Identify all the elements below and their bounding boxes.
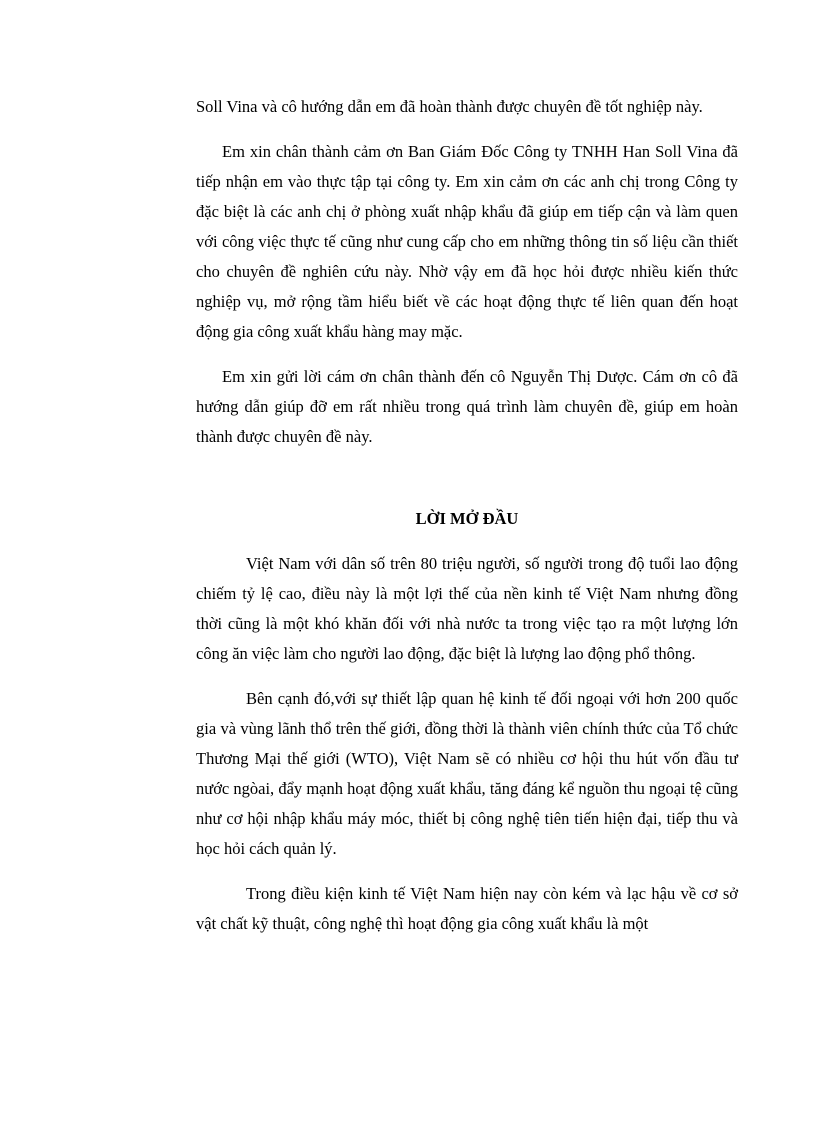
introduction-paragraph-3: Trong điều kiện kinh tế Việt Nam hiện nay còn kém và lạc hậu về cơ sở vật chất kỹ thuật, công nghệ thì hoạt động gia công xuất khẩu là một: [196, 884, 738, 933]
document-page: [196, 92, 738, 939]
acknowledgement-paragraph-2: Em xin chân thành cảm ơn Ban Giám Đốc Công ty TNHH Han Soll Vina đã tiếp nhận em vào thực tập tại công ty. Em xin cảm ơn các anh chị trong Công ty đặc biệt là các anh chị ở phòng xuất nhập khẩu đã giúp em tiếp cận và làm quen với công việc thực tế cũng như cung cấp cho em những thông tin số liệu cần thiết cho chuyên đề nghiên cứu này. Nhờ vậy em đã học hỏi được nhiều kiến thức nghiệp vụ, mở rộng tầm hiểu biết về các hoạt động thực tế liên quan đến hoạt động gia công xuất khẩu hàng may mặc.: [196, 142, 738, 341]
acknowledgement-paragraph-3: Em xin gửi lời cám ơn chân thành đến cô Nguyễn Thị Dược. Cám ơn cô đã hướng dẫn giúp đỡ em rất nhiều trong quá trình làm chuyên đề, giúp em hoàn thành được chuyên đề này.: [196, 367, 738, 446]
acknowledgement-paragraph-1: Soll Vina và cô hướng dẫn em đã hoàn thành được chuyên đề tốt nghiệp này.: [196, 97, 703, 116]
introduction-paragraph-2: Bên cạnh đó,với sự thiết lập quan hệ kinh tế đối ngoại với hơn 200 quốc gia và vùng lãnh thổ trên thế giới, đồng thời là thành viên chính thức của Tổ chức Thương Mại thế giới (WTO), Việt Nam sẽ có nhiều cơ hội thu hút vốn đầu tư nước ngòai, đẩy mạnh hoạt động xuất khẩu, tăng đáng kể nguồn thu ngoại tệ cũng như cơ hội nhập khẩu máy móc, thiết bị công nghệ tiên tiến hiện đại, tiếp thu và học hỏi cách quản lý.: [196, 689, 738, 858]
section-title: LỜI MỞ ĐẦU: [415, 509, 519, 528]
introduction-paragraph-1: Việt Nam với dân số trên 80 triệu người, số người trong độ tuổi lao động chiếm tỷ lệ cao, điều này là một lợi thế của nền kinh tế Việt Nam nhưng đồng thời cũng là một khó khăn đối với nhà nước ta trong việc tạo ra một lượng lớn công ăn việc làm cho người lao động, đặc biệt là lượng lao động phổ thông.: [196, 554, 738, 663]
